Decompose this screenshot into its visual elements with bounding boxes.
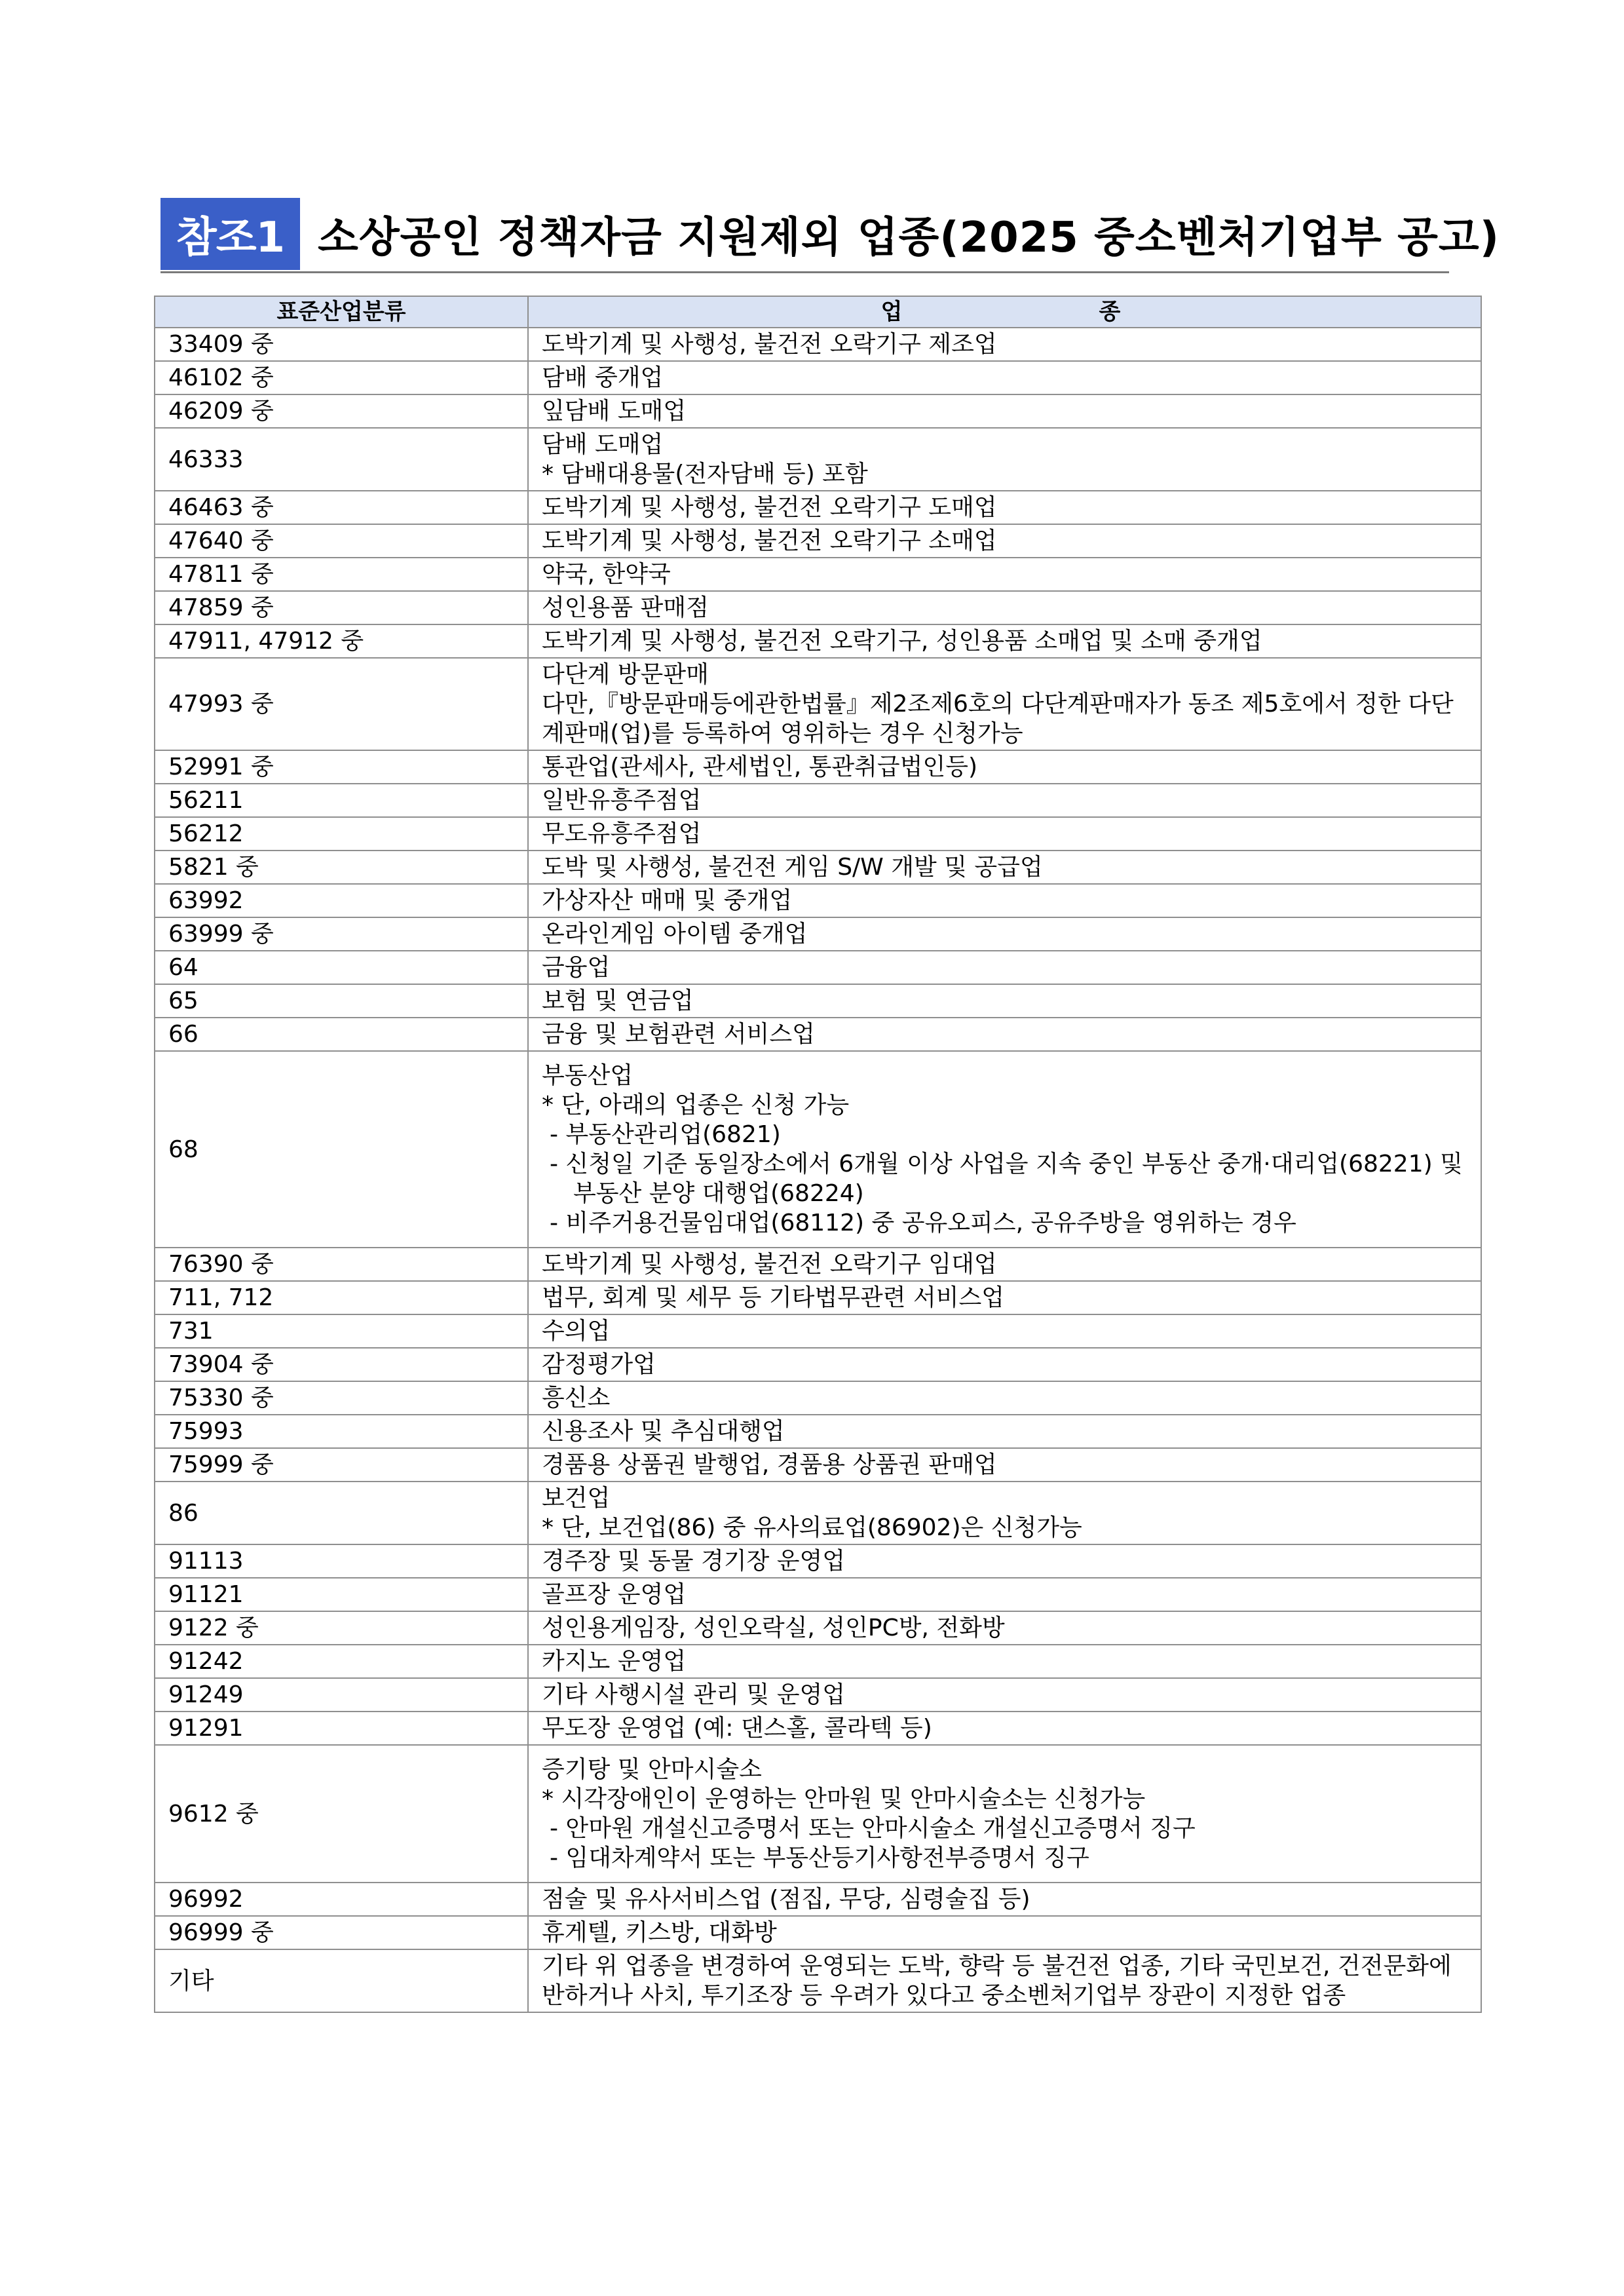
table-row bbox=[155, 1248, 1481, 1281]
industry-code-cell: 66 bbox=[155, 1018, 528, 1051]
description-line: 기타 사행시설 관리 및 운영업 bbox=[542, 1681, 846, 1708]
industry-code-cell: 73904 중 bbox=[155, 1348, 528, 1381]
industry-code-cell: 68 bbox=[155, 1051, 528, 1248]
table-row bbox=[155, 491, 1481, 524]
table-row bbox=[155, 1544, 1481, 1578]
industry-description-cell bbox=[528, 1611, 1481, 1645]
table-row bbox=[155, 1916, 1481, 1949]
page-title: 소상공인 정책자금 지원제외 업종(2025 중소벤처기업부 공고) bbox=[318, 214, 1500, 262]
industry-description-cell bbox=[528, 328, 1481, 361]
industry-code-cell: 52991 중 bbox=[155, 750, 528, 784]
industry-description-cell bbox=[528, 524, 1481, 558]
industry-code-cell: 65 bbox=[155, 984, 528, 1018]
table-row bbox=[155, 1448, 1481, 1482]
description-line: 수의업 bbox=[542, 1318, 611, 1345]
industry-description-cell bbox=[528, 491, 1481, 524]
table-row bbox=[155, 428, 1481, 491]
description-line: * 단, 보건업(86) 중 유사의료업(86902)은 신청가능 bbox=[542, 1514, 1082, 1541]
industry-description-cell bbox=[528, 1745, 1481, 1883]
industry-code-cell: 731 bbox=[155, 1314, 528, 1348]
industry-code-cell: 91291 bbox=[155, 1712, 528, 1745]
description-line: 증기탕 및 안마시술소 bbox=[542, 1756, 762, 1783]
description-line: 무도유흥주점업 bbox=[542, 820, 702, 847]
page-header bbox=[161, 198, 1500, 273]
description-line: 골프장 운영업 bbox=[542, 1581, 687, 1608]
industry-code-cell: 기타 bbox=[155, 1949, 528, 2012]
excluded-industries-table bbox=[154, 296, 1482, 2013]
description-line: - 비주거용건물임대업(68112) 중 공유오피스, 공유주방을 영위하는 경우 bbox=[550, 1210, 1296, 1236]
industry-description-cell bbox=[528, 591, 1481, 624]
industry-code-cell: 46463 중 bbox=[155, 491, 528, 524]
reference-badge: 참조1 bbox=[161, 198, 300, 270]
table-header-row bbox=[155, 296, 1481, 328]
industry-description-cell bbox=[528, 784, 1481, 817]
table-row bbox=[155, 1314, 1481, 1348]
description-line: 카지노 운영업 bbox=[542, 1648, 687, 1675]
table-row bbox=[155, 624, 1481, 658]
description-line: 도박기계 및 사행성, 불건전 오락기구, 성인용품 소매업 및 소매 중개업 bbox=[542, 628, 1262, 655]
table-row bbox=[155, 1611, 1481, 1645]
industry-description-cell bbox=[528, 1712, 1481, 1745]
industry-description-cell bbox=[528, 394, 1481, 428]
column-header-industry: 업종 bbox=[528, 296, 1481, 328]
industry-description-cell bbox=[528, 1281, 1481, 1314]
description-line: 도박기계 및 사행성, 불건전 오락기구 임대업 bbox=[542, 1251, 997, 1278]
industry-code-cell: 56212 bbox=[155, 817, 528, 851]
description-line: 가상자산 매매 및 중개업 bbox=[542, 887, 793, 914]
industry-code-cell: 91113 bbox=[155, 1544, 528, 1578]
description-line: 신용조사 및 추심대행업 bbox=[542, 1418, 785, 1445]
table-row bbox=[155, 1678, 1481, 1712]
table-row bbox=[155, 1018, 1481, 1051]
table-row bbox=[155, 917, 1481, 951]
description-line: 잎담배 도매업 bbox=[542, 398, 687, 425]
industry-code-cell: 47811 중 bbox=[155, 558, 528, 591]
description-line: 온라인게임 아이템 중개업 bbox=[542, 921, 808, 947]
description-line: * 담배대용물(전자담배 등) 포함 bbox=[542, 461, 868, 488]
industry-description-cell bbox=[528, 817, 1481, 851]
description-line: 감정평가업 bbox=[542, 1351, 656, 1378]
table-row bbox=[155, 1645, 1481, 1678]
description-line: 약국, 한약국 bbox=[542, 561, 671, 588]
industry-code-cell: 56211 bbox=[155, 784, 528, 817]
table-row bbox=[155, 328, 1481, 361]
description-line: 흥신소 bbox=[542, 1385, 611, 1411]
industry-description-cell bbox=[528, 750, 1481, 784]
description-line: - 신청일 기준 동일장소에서 6개월 이상 사업을 지속 중인 부동산 중개·대리업(68221) 및 bbox=[550, 1151, 1463, 1177]
table-row bbox=[155, 591, 1481, 624]
description-line: 보건업 bbox=[542, 1485, 611, 1512]
industry-description-cell bbox=[528, 884, 1481, 917]
table-row bbox=[155, 1578, 1481, 1611]
table-row bbox=[155, 884, 1481, 917]
table-row bbox=[155, 1415, 1481, 1448]
industry-code-cell: 46209 중 bbox=[155, 394, 528, 428]
industry-code-cell: 91121 bbox=[155, 1578, 528, 1611]
description-line: 다단계 방문판매 bbox=[542, 661, 709, 688]
description-line: 법무, 회계 및 세무 등 기타법무관련 서비스업 bbox=[542, 1284, 1005, 1311]
description-line: 부동산업 bbox=[542, 1062, 633, 1089]
industry-description-cell bbox=[528, 917, 1481, 951]
industry-code-cell: 46333 bbox=[155, 428, 528, 491]
industry-code-cell: 75999 중 bbox=[155, 1448, 528, 1482]
industry-description-cell bbox=[528, 558, 1481, 591]
industry-code-cell: 47993 중 bbox=[155, 658, 528, 750]
industry-description-cell bbox=[528, 984, 1481, 1018]
table-row bbox=[155, 984, 1481, 1018]
table-row bbox=[155, 1482, 1481, 1544]
industry-description-cell bbox=[528, 1314, 1481, 1348]
table-row bbox=[155, 361, 1481, 394]
description-line: 성인용게임장, 성인오락실, 성인PC방, 전화방 bbox=[542, 1615, 1005, 1641]
industry-code-cell: 64 bbox=[155, 951, 528, 984]
industry-code-cell: 76390 중 bbox=[155, 1248, 528, 1281]
industry-code-cell: 9612 중 bbox=[155, 1745, 528, 1883]
industry-description-cell bbox=[528, 658, 1481, 750]
industry-code-cell: 46102 중 bbox=[155, 361, 528, 394]
table-row bbox=[155, 1712, 1481, 1745]
industry-code-cell: 47640 중 bbox=[155, 524, 528, 558]
description-line: 경품용 상품권 발행업, 경품용 상품권 판매업 bbox=[542, 1451, 997, 1478]
description-line: 담배 도매업 bbox=[542, 431, 664, 458]
industry-description-cell bbox=[528, 851, 1481, 884]
table-row bbox=[155, 1883, 1481, 1916]
industry-description-cell bbox=[528, 1051, 1481, 1248]
industry-code-cell: 63999 중 bbox=[155, 917, 528, 951]
table-row bbox=[155, 1949, 1481, 2012]
industry-code-cell: 96999 중 bbox=[155, 1916, 528, 1949]
industry-code-cell: 5821 중 bbox=[155, 851, 528, 884]
table-row bbox=[155, 1381, 1481, 1415]
industry-description-cell bbox=[528, 1916, 1481, 1949]
industry-code-cell: 75993 bbox=[155, 1415, 528, 1448]
industry-description-cell bbox=[528, 1578, 1481, 1611]
industry-code-cell: 47859 중 bbox=[155, 591, 528, 624]
description-line: - 임대차계약서 또는 부동산등기사항전부증명서 징구 bbox=[550, 1845, 1089, 1871]
description-line: - 부동산관리업(6821) bbox=[550, 1121, 781, 1148]
description-line: 점술 및 유사서비스업 (점집, 무당, 심령술집 등) bbox=[542, 1886, 1030, 1913]
description-line: 경주장 및 동물 경기장 운영업 bbox=[542, 1548, 846, 1575]
industry-code-cell: 63992 bbox=[155, 884, 528, 917]
industry-description-cell bbox=[528, 1348, 1481, 1381]
industry-description-cell bbox=[528, 1448, 1481, 1482]
industry-description-cell bbox=[528, 428, 1481, 491]
industry-description-cell bbox=[528, 1415, 1481, 1448]
description-line: 보험 및 연금업 bbox=[542, 987, 694, 1014]
table-row bbox=[155, 1745, 1481, 1883]
description-line: * 시각장애인이 운영하는 안마원 및 안마시술소는 신청가능 bbox=[542, 1786, 1146, 1812]
industry-description-cell bbox=[528, 1544, 1481, 1578]
description-line: 무도장 운영업 (예: 댄스홀, 콜라텍 등) bbox=[542, 1715, 932, 1742]
description-line: 금융업 bbox=[542, 954, 611, 981]
table-row bbox=[155, 1051, 1481, 1248]
industry-description-cell bbox=[528, 1018, 1481, 1051]
description-line: 일반유흥주점업 bbox=[542, 787, 702, 814]
industry-code-cell: 33409 중 bbox=[155, 328, 528, 361]
description-line: 금융 및 보험관련 서비스업 bbox=[542, 1021, 815, 1048]
industry-description-cell bbox=[528, 1381, 1481, 1415]
industry-description-cell bbox=[528, 1883, 1481, 1916]
table-row bbox=[155, 394, 1481, 428]
description-line: 부동산 분양 대행업(68224) bbox=[573, 1180, 864, 1207]
table-row bbox=[155, 851, 1481, 884]
column-header-code: 표준산업분류 bbox=[155, 296, 528, 328]
industry-code-cell: 91249 bbox=[155, 1678, 528, 1712]
description-line: 도박기계 및 사행성, 불건전 오락기구 소매업 bbox=[542, 527, 997, 554]
industry-description-cell bbox=[528, 361, 1481, 394]
industry-description-cell bbox=[528, 1248, 1481, 1281]
industry-description-cell bbox=[528, 624, 1481, 658]
description-line: 통관업(관세사, 관세법인, 통관취급법인등) bbox=[542, 754, 978, 780]
industry-description-cell bbox=[528, 951, 1481, 984]
table-row bbox=[155, 951, 1481, 984]
industry-description-cell bbox=[528, 1949, 1481, 2012]
industry-code-cell: 86 bbox=[155, 1482, 528, 1544]
industry-code-cell: 75330 중 bbox=[155, 1381, 528, 1415]
industry-code-cell: 711, 712 bbox=[155, 1281, 528, 1314]
description-line: 휴게텔, 키스방, 대화방 bbox=[542, 1919, 777, 1946]
description-line: 도박 및 사행성, 불건전 게임 S/W 개발 및 공급업 bbox=[542, 854, 1043, 881]
description-line: 도박기계 및 사행성, 불건전 오락기구 도매업 bbox=[542, 494, 997, 521]
description-line: 도박기계 및 사행성, 불건전 오락기구 제조업 bbox=[542, 331, 997, 358]
table-row bbox=[155, 817, 1481, 851]
description-line: - 안마원 개설신고증명서 또는 안마시술소 개설신고증명서 징구 bbox=[550, 1815, 1196, 1842]
table-row bbox=[155, 558, 1481, 591]
table-row bbox=[155, 750, 1481, 784]
description-line: 다만,『방문판매등에관한법률』제2조제6호의 다단계판매자가 동조 제5호에서 정한 다단계판매(업)를 등록하여 영위하는 경우 신청가능 bbox=[542, 691, 1454, 747]
description-line: 성인용품 판매점 bbox=[542, 594, 709, 621]
industry-code-cell: 9122 중 bbox=[155, 1611, 528, 1645]
table-row bbox=[155, 658, 1481, 750]
description-line: 담배 중개업 bbox=[542, 364, 664, 391]
industry-description-cell bbox=[528, 1645, 1481, 1678]
industry-code-cell: 91242 bbox=[155, 1645, 528, 1678]
table-row bbox=[155, 524, 1481, 558]
industry-code-cell: 47911, 47912 중 bbox=[155, 624, 528, 658]
description-line: * 단, 아래의 업종은 신청 가능 bbox=[542, 1092, 850, 1119]
industry-description-cell bbox=[528, 1678, 1481, 1712]
description-line: 기타 위 업종을 변경하여 운영되는 도박, 향락 등 불건전 업종, 기타 국민보건, 건전문화에 반하거나 사치, 투기조장 등 우려가 있다고 중소벤처기업부 장관이 지정한 업종 bbox=[542, 1953, 1452, 2009]
industry-code-cell: 96992 bbox=[155, 1883, 528, 1916]
table-row bbox=[155, 1281, 1481, 1314]
industry-description-cell bbox=[528, 1482, 1481, 1544]
table-row bbox=[155, 784, 1481, 817]
table-row bbox=[155, 1348, 1481, 1381]
